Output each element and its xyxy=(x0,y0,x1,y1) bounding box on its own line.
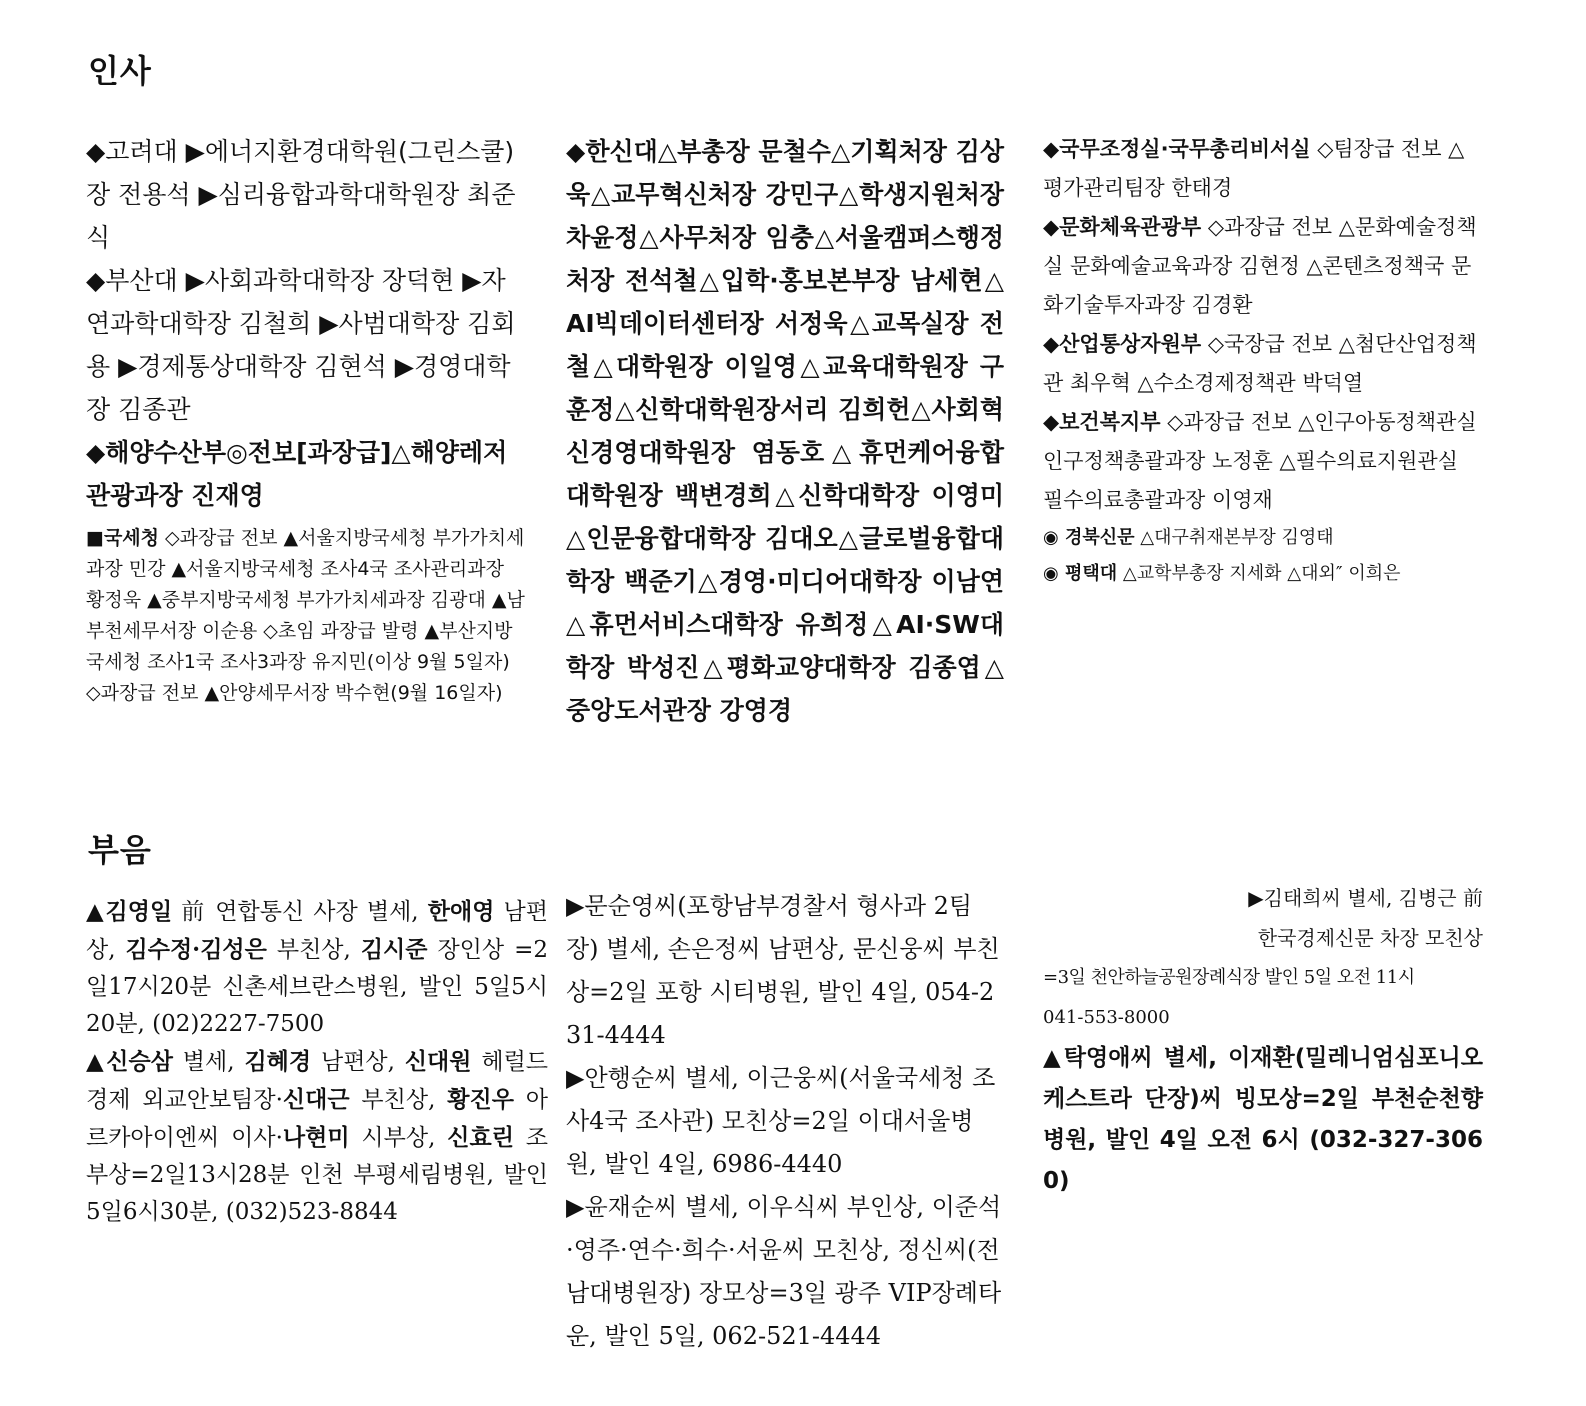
obituary-text: 남편상, xyxy=(311,1049,405,1075)
notice-maritime-ministry: ◆해양수산부◎전보[과장급]△해양레저관광과장 진재영 xyxy=(86,438,508,510)
relative-name: 김혜경 xyxy=(244,1048,312,1075)
relative-name: 신대근 xyxy=(282,1086,350,1113)
obituary-kim-youngil xyxy=(86,893,548,1043)
relative-name: 나현미 xyxy=(282,1124,350,1151)
obituary-text: 시부상, xyxy=(349,1125,448,1151)
mcst-body: ◇과장급 전보 △문화예술정책실 문화예술교육과장 김현정 △콘텐츠정책국 문화기술투자과장 김경환 xyxy=(1043,215,1477,317)
notice-hanshin-univ: ◆한신대△부총장 문철수△기획처장 김상욱△교무혁신처장 강민구△학생지원처장 차윤정△사무처장 임충△서울캠퍼스행정처장 전석철△입학·홍보본부장 남세현△AI빅데이터센터장 서정욱△교목실장 전철△대학원장 이일영△교육대학원장 구훈정△신학대학원장서리 김희헌△사회혁신경영대학원장 염동호△휴먼케어융합대학원장 백변경희△신학대학장 이영미△인문융합대학장 김대오△글로벌융합대학장 백준기△경영·미디어대학장 이남연△휴먼서비스대학장 유희정△AI·SW대학장 박성진△평화교양대학장 김종엽△중앙도서관장 강영경 xyxy=(566,137,1004,725)
obituary-text: 아르카아이엔씨 이사· xyxy=(86,1087,548,1151)
relative-name: 신효린 xyxy=(447,1124,514,1151)
obituary-text: 조부상=2일13시28분 인천 부평세림병원, 발인 5일6시30분, (032)523-8844 xyxy=(86,1125,548,1225)
deceased-name: ▲김영일 xyxy=(86,898,173,925)
mcst-heading: ◆문화체육관광부 xyxy=(1043,215,1202,239)
kyungbuk-body: △대구취재본부장 김영태 xyxy=(1134,527,1334,548)
relative-name: 김시준 xyxy=(360,936,428,963)
nts-heading: ■국세청 xyxy=(86,527,160,549)
bueum-column-1 xyxy=(86,893,548,1231)
obituary-kim-taehee-line-2: 한국경제신문 차장 모친상 xyxy=(1257,926,1483,950)
notice-pyeongtaek-univ xyxy=(1043,556,1483,592)
obituary-text: 남편상, xyxy=(86,899,548,963)
obituary-text: 헤럴드경제 외교안보팀장· xyxy=(86,1049,549,1113)
relative-name: 김수정·김성은 xyxy=(125,936,267,963)
obituary-tak-youngae: ▲탁영애씨 별세, 이재환(밀레니엄심포니오케스트라 단장)씨 빙모상=2일 부천순천향병원, 발인 4일 오전 6시 (032-327-3060) xyxy=(1043,1045,1483,1194)
notice-kyungbuk-news xyxy=(1043,520,1483,556)
obituary-kim-taehee-line-4: 041-553-8000 xyxy=(1043,1007,1170,1028)
nts-body: ◇과장급 전보 ▲서울지방국세청 부가가치세과장 민강 ▲서울지방국세청 조사4국 조사관리과장 황정욱 ▲중부지방국세청 부가가치세과장 김광대 ▲남부천세무서장 이순용 ◇초임 과장급 발령 ▲부산지방국세청 조사1국 조사3과장 유지민(이상 9월 5일자) ◇과장급 전보 ▲안양세무서장 박수현(9월 16일자) xyxy=(86,527,525,704)
obituary-shin-seungsam xyxy=(86,1043,548,1231)
motie-heading: ◆산업통상자원부 xyxy=(1043,332,1202,356)
notice-nts xyxy=(86,523,526,709)
notice-opm xyxy=(1043,130,1483,208)
notice-korea-univ: ◆고려대 ▶에너지환경대학원(그린스쿨)장 전용석 ▶심리융합과학대학원장 최준식 xyxy=(86,137,516,252)
bueum-column-3 xyxy=(1043,878,1483,1202)
relative-name: 한애영 xyxy=(427,898,495,925)
notice-motie xyxy=(1043,325,1483,403)
section-title-insa: 인사 xyxy=(88,52,152,90)
notice-mohw xyxy=(1043,403,1483,520)
obituary-text: 장인상 =2일17시20분 신촌세브란스병원, 발인 5일5시20분, (02)2227-7500 xyxy=(86,937,549,1037)
mohw-heading: ◆보건복지부 xyxy=(1043,410,1161,434)
notice-pusan-univ: ◆부산대 ▶사회과학대학장 장덕현 ▶자연과학대학장 김철희 ▶사범대학장 김회용 ▶경제통상대학장 김현석 ▶경영대학장 김종관 xyxy=(86,266,516,424)
obituary-kim-taehee-line-3: =3일 천안하늘공원장례식장 발인 5일 오전 11시 xyxy=(1043,967,1415,988)
pyeongtaek-body: △교학부총장 지세화 △대외″ 이희은 xyxy=(1117,563,1401,584)
insa-column-2 xyxy=(566,130,1004,732)
relative-name: 황진우 xyxy=(447,1086,514,1113)
kyungbuk-heading: ◉ 경북신문 xyxy=(1043,527,1135,548)
obituary-text: 부친상, xyxy=(349,1087,448,1113)
obituary-ahn-haengsoon: ▶안행순씨 별세, 이근웅씨(서울국세청 조사4국 조사관) 모친상=2일 이대서울병원, 발인 4일, 6986-4440 xyxy=(566,1064,996,1178)
obituary-kim-taehee-line-1: ▶김태희씨 별세, 김병근 前 xyxy=(1248,886,1483,910)
motie-body: ◇국장급 전보 △첨단산업정책관 최우혁 △수소경제정책관 박덕열 xyxy=(1043,332,1477,395)
relative-name: 신대원 xyxy=(404,1048,472,1075)
obituary-text: 부친상, xyxy=(266,937,361,963)
obituary-text: 前 연합통신 사장 별세, xyxy=(172,899,428,925)
opm-body: ◇팀장급 전보 △평가관리팀장 한태경 xyxy=(1043,137,1465,200)
obituary-moon-sunyoung: ▶문순영씨(포항남부경찰서 형사과 2팀장) 별세, 손은정씨 남편상, 문신웅씨 부친상=2일 포항 시티병원, 발인 4일, 054-231-4444 xyxy=(566,892,1000,1049)
obituary-text: 별세, xyxy=(172,1049,245,1075)
obituary-yoon-jaesoon: ▶윤재순씨 별세, 이우식씨 부인상, 이준석·영주·연수·희수·서윤씨 모친상, 정신씨(전남대병원장) 장모상=3일 광주 VIP장례타운, 발인 5일, 062-521-4444 xyxy=(566,1193,1002,1350)
pyeongtaek-heading: ◉ 평택대 xyxy=(1043,563,1118,584)
section-title-bueum: 부음 xyxy=(88,831,152,869)
deceased-name: ▲신승삼 xyxy=(86,1048,173,1075)
insa-column-3 xyxy=(1043,130,1483,592)
mohw-body: ◇과장급 전보 △인구아동정책관실 인구정책총괄과장 노정훈 △필수의료지원관실 필수의료총괄과장 이영재 xyxy=(1043,410,1477,512)
notice-mcst xyxy=(1043,208,1483,325)
insa-column-1 xyxy=(86,130,526,709)
opm-heading: ◆국무조정실·국무총리비서실 xyxy=(1043,137,1311,161)
bueum-column-2 xyxy=(566,885,1004,1358)
